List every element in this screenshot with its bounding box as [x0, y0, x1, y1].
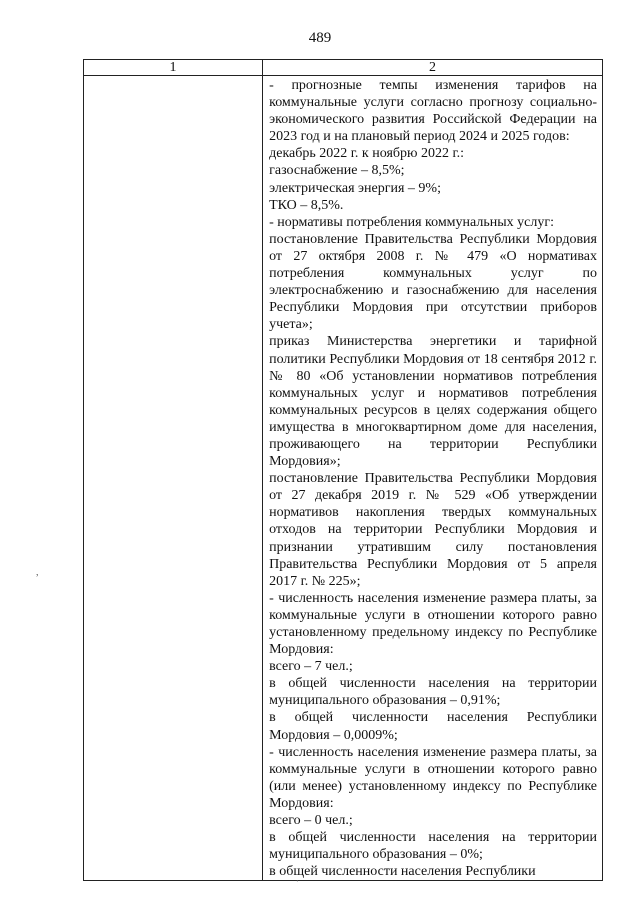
header-col-1: 1	[84, 60, 263, 76]
paragraph-tko: ТКО – 8,5%.	[269, 197, 344, 213]
paragraph-period: декабрь 2022 г. к ноябрю 2022 г.:	[269, 146, 465, 162]
paragraph-population-less-index: - численность населения изменение размера платы, за коммунальные услуги в отношении которого равно (или менее) установленному индексу по Республике Мордовия:	[269, 744, 597, 811]
paragraph-norms-heading: - нормативы потребления коммунальных услуг:	[269, 214, 554, 230]
scan-artifact-dot: ·	[296, 877, 299, 886]
paragraph-republic-share-2: в общей численности населения Республики	[269, 864, 536, 880]
paragraph-municipal-share-1: в общей численности населения на территории муниципального образования – 0,91%;	[269, 676, 597, 709]
cell-text	[263, 76, 602, 880]
paragraph-order-80: приказ Министерства энергетики и тарифной политики Республики Мордовия от 18 сентября 2012 г. № 80 «Об установлении нормативов потребления коммунальных услуг и нормативов потребления коммунальных ресурсов в целях содержания общего имущества в многоквартирном доме для населения, проживающего на территории Республики Мордовия»;	[269, 334, 597, 470]
header-col-2: 2	[263, 60, 603, 76]
text-cell-col-2	[263, 76, 603, 881]
paragraph-municipal-share-2: в общей численности населения на территории муниципального образования – 0%;	[269, 830, 597, 863]
paragraph-tariff-rates: - прогнозные темпы изменения тарифов на коммунальные услуги согласно прогнозу социально-экономического развития Российской Федерации на 2023 год и на плановый период 2024 и 2025 годов:	[269, 78, 597, 145]
paragraph-republic-share-1: в общей численности населения Республики Мордовия – 0,0009%;	[269, 710, 597, 743]
scan-artifact-mark: ,	[36, 567, 39, 578]
table-header-row	[84, 60, 603, 76]
paragraph-total-7: всего – 7 чел.;	[269, 659, 353, 675]
paragraph-resolution-479: постановление Правительства Республики Мордовия от 27 октября 2008 г. № 479 «О нормативах потребления коммунальных услуг по электроснабжению и газоснабжению для населения Республики Мордовия при отсутствии приборов учета»;	[269, 231, 597, 333]
paragraph-gas: газоснабжение – 8,5%;	[269, 163, 405, 179]
page-number: 489	[308, 30, 332, 46]
paragraph-total-0: всего – 0 чел.;	[269, 813, 353, 829]
empty-cell-col-1	[84, 76, 263, 881]
table-row	[84, 76, 603, 881]
paragraph-resolution-529: постановление Правительства Республики Мордовия от 27 декабря 2019 г. № 529 «Об утверждении нормативов накопления твердых коммунальных отходов на территории Республики Мордовия и признании утратившим силу постановления Правительства Республики Мордовия от 5 апреля 2017 г. № 225»;	[269, 471, 597, 589]
paragraph-electricity: электрическая энергия – 9%;	[269, 180, 441, 196]
document-table	[83, 59, 603, 881]
paragraph-population-equal-index: - численность населения изменение размера платы, за коммунальные услуги в отношении которого равно установленному предельному индексу по Республике Мордовия:	[269, 590, 597, 658]
